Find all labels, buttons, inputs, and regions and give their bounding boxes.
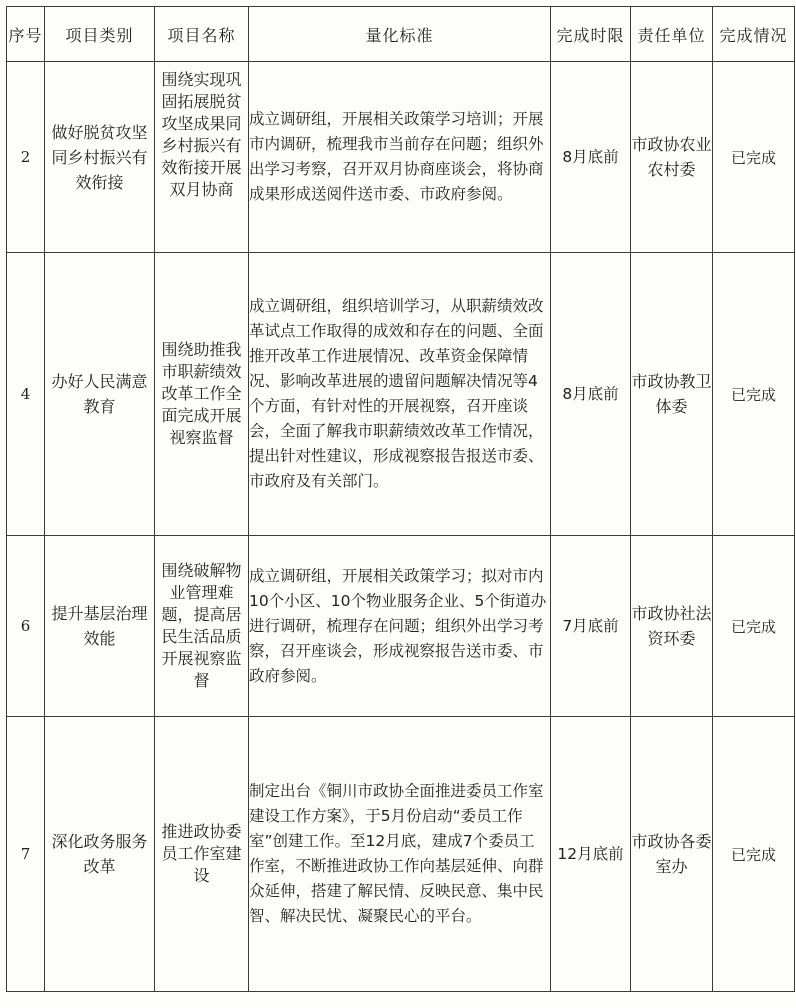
- row-category: 深化政务服务改革: [45, 717, 155, 992]
- row-name-cell: [155, 536, 249, 717]
- row-status: 已完成: [713, 62, 795, 253]
- header-unit: 责任单位: [631, 7, 713, 62]
- header-no: 序号: [7, 7, 45, 62]
- row-deadline: 7月底前: [551, 536, 631, 717]
- row-no: 4: [7, 253, 45, 536]
- row-deadline: 8月底前: [551, 62, 631, 253]
- row-deadline: 12月底前: [551, 717, 631, 992]
- work-plan-table: [6, 6, 795, 992]
- header-row: [7, 7, 795, 62]
- row-name: 围绕破解物业管理难题，提高居民生活品质开展视察监督: [161, 561, 242, 690]
- row-standard: 成立调研组，开展相关政策学习；拟对市内10个小区、10个物业服务企业、5个街道办进行调研，梳理存在问题；组织外出学习考察，召开座谈会，形成视察报告送市委、市政府参阅。: [249, 536, 551, 717]
- row-unit: 市政协各委室办: [631, 717, 713, 992]
- row-name: 围绕助推我市职薪绩效改革工作全面完成开展视察监督: [161, 340, 242, 447]
- table-row: [7, 717, 795, 992]
- row-name-cell: [155, 717, 249, 992]
- header-name: 项目名称: [155, 7, 249, 62]
- table-row: [7, 536, 795, 717]
- row-status: 已完成: [713, 536, 795, 717]
- row-unit: 市政协农业农村委: [631, 62, 713, 253]
- row-standard: 制定出台《铜川市政协全面推进委员工作室建设工作方案》，于5月份启动“委员工作室”创建工作。至12月底，建成7个委员工作室，不断推进政协工作向基层延伸、向群众延伸，搭建了解民情、反映民意、集中民智、解决民忧、凝聚民心的平台。: [249, 717, 551, 992]
- row-deadline: 8月底前: [551, 253, 631, 536]
- row-name-cell: [155, 253, 249, 536]
- row-no: 2: [7, 62, 45, 253]
- row-status: 已完成: [713, 253, 795, 536]
- row-category: 做好脱贫攻坚同乡村振兴有效衔接: [45, 62, 155, 253]
- header-status: 完成情况: [713, 7, 795, 62]
- row-name-cell: [155, 62, 249, 253]
- table-row: [7, 253, 795, 536]
- row-unit: 市政协社法资环委: [631, 536, 713, 717]
- header-standard: 量化标准: [249, 7, 551, 62]
- row-no: 6: [7, 536, 45, 717]
- row-standard: 成立调研组，开展相关政策学习培训；开展市内调研，梳理我市当前存在问题；组织外出学习考察，召开双月协商座谈会，将协商成果形成送阅件送市委、市政府参阅。: [249, 62, 551, 253]
- row-category: 提升基层治理效能: [45, 536, 155, 717]
- row-no: 7: [7, 717, 45, 992]
- row-standard: 成立调研组，组织培训学习，从职薪绩效改革试点工作取得的成效和存在的问题、全面推开改革工作进展情况、改革资金保障情况、影响改革进展的遗留问题解决情况等4个方面，有针对性的开展视察，召开座谈会，全面了解我市职薪绩效改革工作情况，提出针对性建议，形成视察报告报送市委、市政府及有关部门。: [249, 253, 551, 536]
- row-name: 推进政协委员工作室建设: [161, 822, 242, 885]
- row-status: 已完成: [713, 717, 795, 992]
- row-unit: 市政协教卫体委: [631, 253, 713, 536]
- header-category: 项目类别: [45, 7, 155, 62]
- row-category: 办好人民满意教育: [45, 253, 155, 536]
- row-name: 围绕实现巩固拓展脱贫攻坚成果同乡村振兴有效衔接开展双月协商: [161, 70, 242, 199]
- header-deadline: 完成时限: [551, 7, 631, 62]
- table-row: [7, 62, 795, 253]
